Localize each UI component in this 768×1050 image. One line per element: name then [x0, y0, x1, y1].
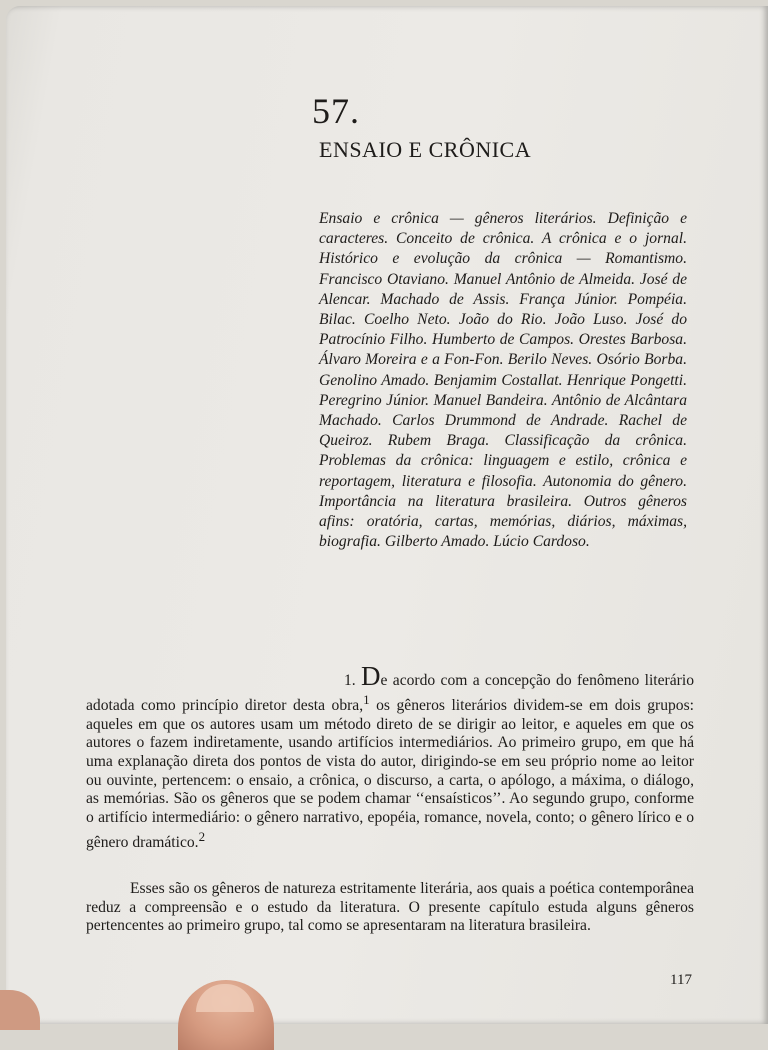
footnote-marker-1: 1	[363, 691, 370, 707]
chapter-summary: Ensaio e crônica — gêneros literários. Definição e caracteres. Conceito de crônica. A crônica e o jornal. Histórico e evolução da crônica — Romantismo. Francisco Otaviano. Manuel Antônio de Almeida. José de Alencar. Machado de Assis. França Júnior. Pompéia. Bilac. Coelho Neto. João do Rio. João Luso. José do Patrocínio Filho. Humberto de Campos. Orestes Barbosa. Álvaro Moreira e a Fon-Fon. Berilo Neves. Osório Borba. Genolino Amado. Benjamim Costallat. Henrique Pongetti. Peregrino Júnior. Manuel Bandeira. Antônio de Alcântara Machado. Carlos Drummond de Andrade. Rachel de Queiroz. Rubem Braga. Classificação da crônica. Problemas da crônica: linguagem e estilo, crônica e reportagem, literatura e filosofia. Autonomia do gênero. Importância na literatura brasileira. Outros gêneros afins: oratória, cartas, memórias, diários, máximas, biografia. Gilberto Amado. Lúcio Cardoso.	[319, 210, 687, 551]
paragraph-1	[86, 661, 694, 853]
page-number: 117	[670, 972, 692, 988]
chapter-number: 57.	[312, 91, 360, 131]
paragraph-1-text-b: os gêneros literários dividem-se em dois grupos: aqueles em que os autores usam um método direto de se dirigir ao leitor, e aqueles em que os autores o fazem indiretamente, usando artifícios intermediários. Ao primeiro grupo, em que há uma explanação direta dos pontos de vista do autor, dirigindo-se em seu próprio nome ao leitor ou ouvinte, pertencem: o ensaio, a crônica, o discurso, a carta, o apólogo, a máxima, o diálogo, as memórias. São os gêneros que se podem chamar ‘‘ensaísticos’’. Ao segundo grupo, conforme o artifício intermediário: o gênero narrativo, epopéia, romance, novela, conto; o gênero lírico e o gênero dramático.	[86, 696, 694, 851]
footnote-marker-2: 2	[198, 828, 206, 844]
paragraph-number: 1.	[344, 672, 356, 689]
drop-cap: D	[361, 661, 381, 691]
chapter-title: ENSAIO E CRÔNICA	[319, 137, 532, 162]
book-page	[6, 6, 768, 1024]
paragraph-1-text-a: e acordo com a concepção do fenômeno literário adotada como princípio diretor desta obra,	[86, 672, 694, 714]
paragraph-2: Esses são os gêneros de natureza estritamente literária, aos quais a poética contemporânea reduz a compreensão e o estudo da literatura. O presente capítulo estuda alguns gêneros pertencentes ao primeiro grupo, tal como se apresentaram na literatura brasileira.	[86, 880, 694, 935]
